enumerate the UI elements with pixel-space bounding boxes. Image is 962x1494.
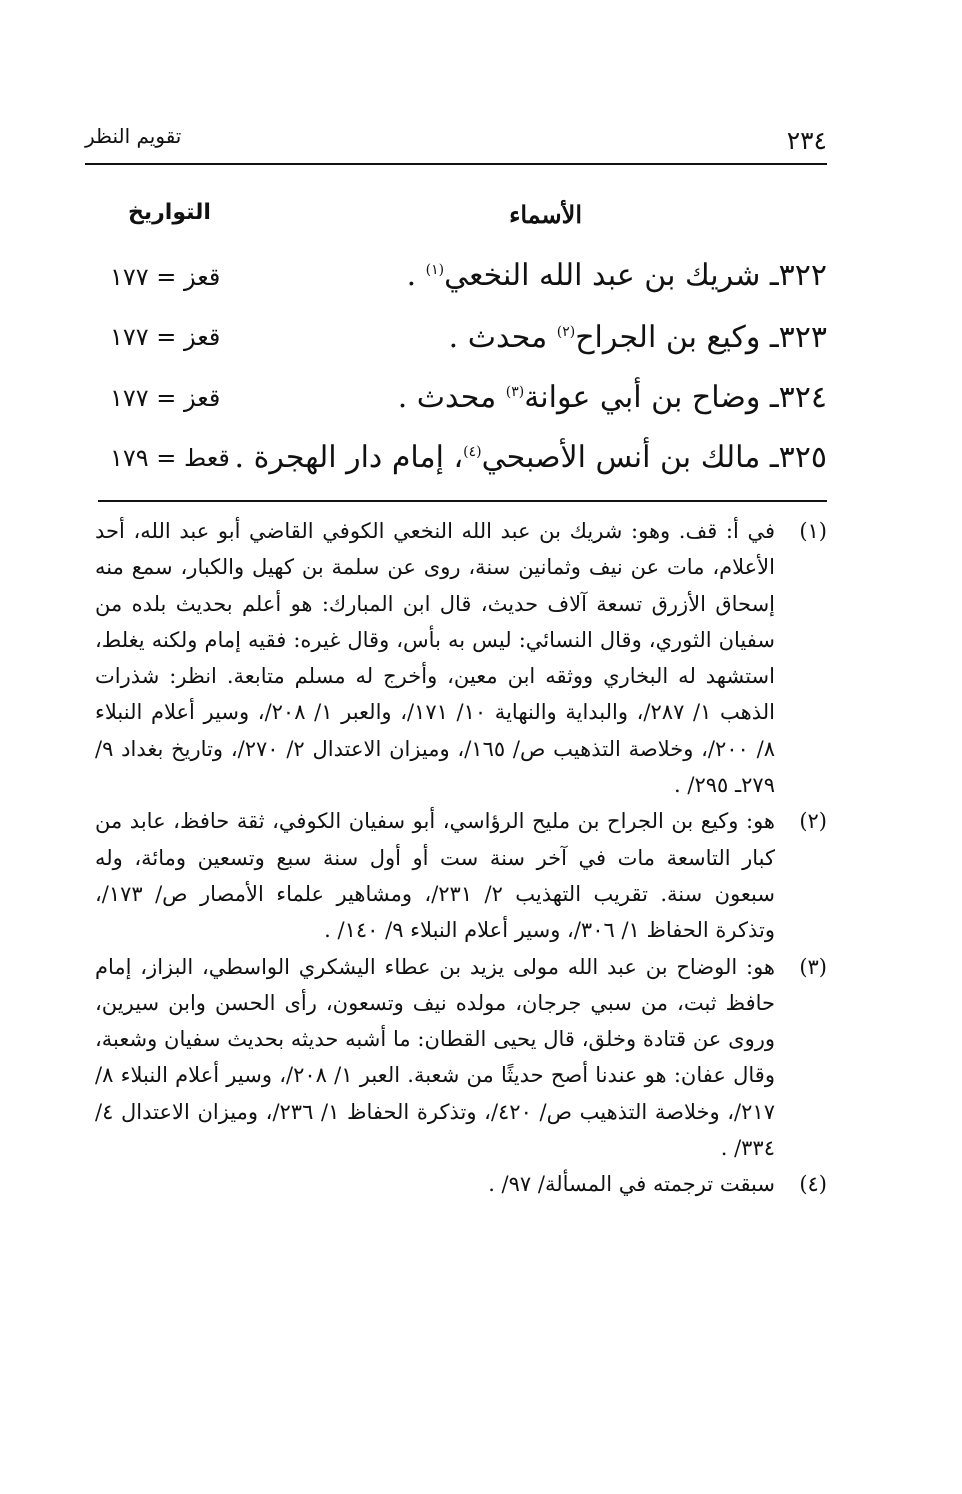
entry-tail: محدث . [397, 380, 506, 415]
footnote-text: هو: الوضاح بن عبد الله مولى يزيد بن عطاء اليشكري الواسطي، البزاز، إمام حافظ ثبت، من سبي جرجان، مولده نيف وتسعون، رأى الحسن وابن سيرين، وروى عن قتادة وخلق، قال يحيى القطان: ما أشبه حديثه بحديث سفيان وشعبة، وقال عفان: هو عندنا أصح حديثًا من شعبة. العبر ١/ ٢٠٨/، وسير أعلام النبلاء ٨/ ٢١٧/، وخلاصة التذهيب ص/ ٤٢٠/، وتذكرة الحفاظ ١/ ٢٣٦/، وميزان الاعتدال ٤/ ٣٣٤/ . [95, 954, 775, 1161]
footnote-ref: (٤) [463, 444, 482, 460]
header-rule [85, 163, 827, 165]
footnote-number: (١) [799, 519, 827, 543]
entry-text: ٣٢٣ـ وكيع بن الجراح [575, 320, 827, 355]
entry-text: ٣٢٥ـ مالك بن أنس الأصبحي [481, 440, 827, 475]
dates-column-heading: التواريخ [128, 200, 211, 225]
footnote-ref: (٣) [505, 384, 525, 400]
entry-323-date: قعز = ١٧٧ [110, 323, 221, 351]
footnote-3 [95, 949, 827, 1167]
footnotes [95, 513, 827, 1203]
entry-325-date: قعط = ١٧٩ [110, 444, 230, 472]
entry-tail: ، إمام دار الهجرة . [234, 440, 464, 475]
footnote-number: (٤) [799, 1172, 827, 1197]
footnote-2 [95, 803, 827, 948]
footnote-text: سبقت ترجمته في المسألة/ ٩٧/ . [488, 1172, 775, 1197]
footnote-1 [95, 513, 827, 803]
footnote-text: هو: وكيع بن الجراح بن مليح الرؤاسي، أبو سفيان الكوفي، ثقة حافظ، عابد من كبار التاسعة مات في آخر سنة ست أو أول سنة سبع وتسعين ومائة، وله سبعون سنة. تقريب التهذيب ٢/ ٢٣١/، ومشاهير علماء الأمصار ص/ ١٧٣/، وتذكرة الحفاظ ١/ ٣٠٦/، وسير أعلام النبلاء ٩/ ١٤٠/ . [95, 809, 775, 943]
footnote-text: في أ: قف. وهو: شريك بن عبد الله النخعي الكوفي القاضي أبو عبد الله، أحد الأعلام، مات عن نيف وثمانين سنة، روى عن سلمة بن كهيل والكبار، سمع منه إسحاق الأزرق تسعة آلاف حديث، قال ابن المبارك: هو أعلم بحديث بلده من سفيان الثوري، وقال النسائي: ليس به بأس، وقال غيره: فقيه إمام ولكنه يغلط، استشهد له البخاري ووثقه ابن معين، وأخرج له مسلم متابعة. انظر: شذرات الذهب ١/ ٢٨٧/، والبداية والنهاية ١٠/ ١٧١/، والعبر ١/ ٢٠٨/، وسير أعلام النبلاء ٨/ ٢٠٠/، وخلاصة التذهيب ص/ ١٦٥/، وميزان الاعتدال ٢/ ٢٧٠/، وتاريخ بغداد ٩/ ٢٧٩ـ ٢٩٥/ . [95, 519, 775, 798]
running-title: تقويم النظر [85, 124, 182, 148]
names-column-heading: الأسماء [509, 200, 582, 229]
entry-323 [449, 320, 827, 355]
entry-322 [407, 258, 827, 293]
entry-tail: محدث . [448, 320, 557, 355]
entry-322-date: قعز = ١٧٧ [110, 263, 221, 291]
footnote-number: (٣) [799, 954, 827, 979]
page-header [85, 118, 827, 158]
footnote-ref: (٢) [556, 324, 576, 340]
entry-325 [235, 440, 827, 475]
entry-text: ٣٢٤ـ وضاح بن أبي عوانة [524, 380, 827, 415]
entry-324-date: قعز = ١٧٧ [110, 384, 221, 412]
entry-324 [398, 380, 827, 415]
page-number: ٢٣٤ [786, 126, 827, 155]
footnote-ref: (١) [425, 262, 445, 278]
footnote-number: (٢) [799, 809, 827, 834]
entry-text: ٣٢٢ـ شريك بن عبد الله النخعي [444, 258, 827, 293]
entry-tail: . [406, 258, 426, 293]
footnote-rule [98, 500, 827, 502]
footnote-4 [95, 1166, 827, 1202]
